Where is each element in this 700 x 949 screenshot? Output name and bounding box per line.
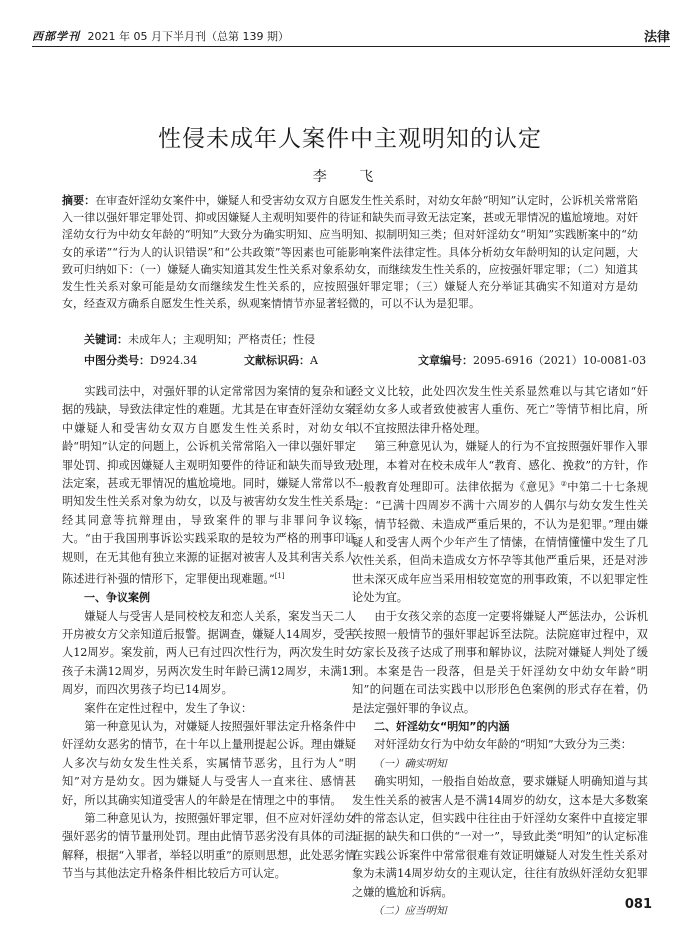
journal-info bbox=[32, 28, 289, 44]
issue-info: 2021 年 05 月下半月刊（总第 139 期） bbox=[87, 30, 289, 43]
body-column-left bbox=[62, 383, 356, 881]
keywords-label: 关键词： bbox=[84, 333, 128, 346]
paragraph: 经文义比较，此处四次发生性关系显然难以与其它诸如“奸淫幼女多人或者致使被害人重伤、死亡”等情节相比肩，所以不宜按照法律升格处理。 bbox=[352, 385, 648, 435]
paragraph: 由于女孩父亲的态度一定要将嫌疑人严惩法办，公诉机关按照一般情节的强奸罪起诉至法院。法院庭审过程中，双方家长及孩子达成了刑事和解协议，法院对嫌疑人判处了缓刑。本案是告一段落，但是关于奸淫幼女中幼女年龄“明知”的问题在司法实践中以形形色色案例的形式存在着，仍是法定强奸罪的争议点。 bbox=[352, 609, 648, 715]
paragraph: 第一种意见认为，对嫌疑人按照强奸罪法定升格条件中奸淫幼女恶劣的情节，在十年以上量刑提起公诉。理由嫌疑人多次与幼女发生性关系，实属情节恶劣，且行为人“明知”对方是幼女。因为嫌疑人与受害人一直来往、感情甚好，所以其确实知道受害人的年龄是在情理之中的事情。 bbox=[62, 720, 356, 807]
keywords bbox=[84, 331, 644, 347]
subsection-heading: （一）确实明知 bbox=[373, 757, 447, 770]
citation-ref: ② bbox=[560, 480, 568, 489]
abstract-label: 摘要： bbox=[62, 194, 96, 207]
section-heading: 二、奸淫幼女“明知”的内涵 bbox=[374, 720, 510, 734]
document-code: 文献标识码：A bbox=[244, 354, 318, 367]
abstract-text: 在审查奸淫幼女案件中，嫌疑人和受害幼女双方自愿发生性关系时，对幼女年龄“明知”认定时，公诉机关常常陷入一律以强奸罪定罪处罚、抑或因嫌疑人主观明知要件的待证和缺失而寻致无法定案，甚或无罪情况的尴尬境地。对奸淫幼女行为中幼女年龄的“明知”大致分为确实明知、应当明知、拟制明知三类；但对奸淫幼女“明知”实践断案中的“幼女的承诺”“行为人的认识错误”和“公共政策”等因素也可能影响案件法律定性。具体分析幼女年龄明知的认定问题，大致可归纳如下：（一）嫌疑人确实知道其发生性关系对象系幼女，而继续发生性关系的，应按强奸罪定罪；（二）知道其发生性关系对象可能是幼女而继续发生性关系的，应按照强奸罪定罪；（三）嫌疑人充分举证其确实不知道对方是幼女，经查双方确系自愿发生性关系，纵观案情情节亦显著轻微的，可以不认为是犯罪。 bbox=[62, 194, 638, 311]
paragraph: 第三种意见认为，嫌疑人的行为不宜按照强奸罪作入罪处理，本着对在校未成年人“教育、感化、挽救”的方针，作一般教育处理即可。法律依据为《意见》②中第二十七条规定：“已满十四周岁不满十六周岁的人偶尔与幼女发生性关系，情节轻微、未造成严重后果的，不认为是犯罪。”理由嫌疑人和受害人两个少年产生了情愫，在情情懂懂中发生了几次性关系，但尚未造成女方怀孕等其他严重后果，还是对涉世未深灭成年应当采用相较宽宽的刑事政策，不以犯罪定性论处为宜。 bbox=[352, 440, 648, 605]
clc-code: 中图分类号：D924.34 bbox=[84, 354, 198, 367]
subsection-heading: （二）应当明知 bbox=[373, 905, 447, 918]
section-label: 法律 bbox=[643, 30, 670, 45]
article-number: 文章编号：2095-6916（2021）10-0081-03 bbox=[418, 354, 647, 367]
paragraph: 实践司法中，对强奸罪的认定常常因为案情的复杂和证据的残缺，导致法律定性的难题。尤其是在审查奸淫幼女案中嫌疑人和受害幼女双方自愿发生性关系时，对幼女年龄“明知”认定的问题上，公诉机关常常陷入一律以强奸罪定罪处罚、抑或因嫌疑人主观明知要件的待证和缺失而导致无法定案，甚或无罪情况的尴尬境地。同时，嫌疑人常常以不明知发生性关系对象为幼女，以及与被害幼女发生性关系是经其同意等抗辩理由，导致案件的罪与非罪问争议较大。“由于我国刑事诉讼实践采取的是较为严格的刑事印证规则，在无其他有独立来源的证据对被害人及其利害关系人陈述进行补强的情形下，定罪便出现难题。”[1] bbox=[62, 385, 356, 586]
abstract bbox=[62, 192, 638, 312]
section-heading: 一、争议案例 bbox=[84, 591, 150, 605]
article-author: 李 飞 bbox=[312, 169, 388, 185]
journal-logo: 西部学刊 bbox=[32, 30, 80, 43]
paragraph: 确实明知，一般指自始故意，要求嫌疑人明确知道与其发生性关系的被害人是不满14周岁的幼女，这本是大多数案件的常态认定，但实践中往往由于奸淫幼女案件中直接定罪证据的缺失和口供的“一对一”，导致此类“明知”的认定标准在实践公诉案件中常常很难有效证明嫌疑人对发生性关系对象为未满14周岁幼女的主观认定，往往有放纵奸淫幼女犯罪之嫌的尴尬和诉病。 bbox=[352, 775, 648, 899]
paragraph: 第二种意见认为，按照强奸罪定罪，但不应对奸淫幼女强奸恶劣的情节量刑处罚。理由此情节恶劣没有具体的司法解释，根据“入罪者，举轻以明重”的原则思想，此处恶劣情节当与其他法定升格条件相比较后方可认定。 bbox=[62, 812, 356, 881]
keywords-text: 未成年人；主观明知；严格责任；性侵 bbox=[128, 333, 315, 346]
page-number: 081 bbox=[624, 897, 652, 912]
paragraph: 案件在定性过程中，发生了争议： bbox=[84, 701, 253, 715]
paragraph: 对奸淫幼女行为中幼女年龄的“明知”大致分为三类： bbox=[374, 738, 632, 752]
paragraph: 嫌疑人与受害人是同校校友和恋人关系，案发当天二人开房被女方父亲知道后报警。据调查，嫌疑人14周岁，受害人12周岁。案发前，两人已有过四次性行为，两次发生时女孩子未满12周岁，另两次发生时年龄已满12周岁，未满13周岁，而四次男孩子均已14周岁。 bbox=[62, 609, 356, 697]
running-header bbox=[32, 24, 670, 47]
article-title: 性侵未成年人案件中主观明知的认定 bbox=[158, 126, 542, 152]
citation-ref: [1] bbox=[274, 572, 285, 581]
